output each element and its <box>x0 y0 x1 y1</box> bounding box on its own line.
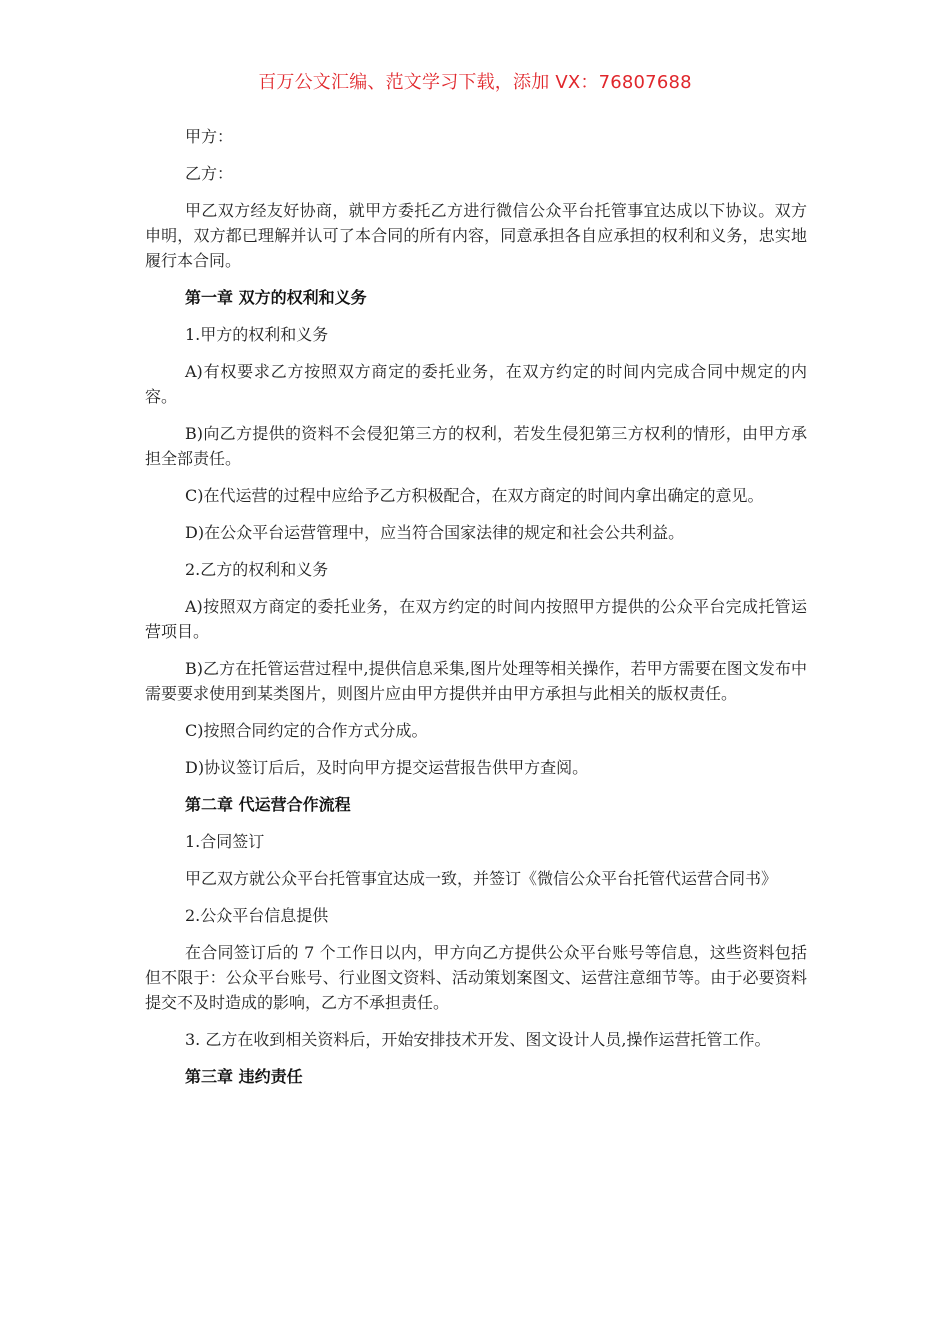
chapter1-section2-title: 2.乙方的权利和义务 <box>185 560 329 579</box>
chapter1-section2-item-a: A)按照双方商定的委托业务，在双方约定的时间内按照甲方提供的公众平台完成托管运营项目。 <box>145 597 807 641</box>
chapter1-section2-item-d: D)协议签订后后，及时向甲方提交运营报告供甲方查阅。 <box>185 758 589 777</box>
chapter2-step3-text: 3. 乙方在收到相关资料后，开始安排技术开发、图文设计人员,操作运营托管工作。 <box>185 1030 771 1049</box>
chapter1-heading: 第一章 双方的权利和义务 <box>185 288 367 307</box>
document-body <box>145 124 807 1101</box>
chapter1-section1-title: 1.甲方的权利和义务 <box>185 325 329 344</box>
party-b-line: 乙方： <box>185 164 234 183</box>
chapter1-section1-item-d: D)在公众平台运营管理中，应当符合国家法律的规定和社会公共利益。 <box>185 523 685 542</box>
chapter2-step1-title: 1.合同签订 <box>185 832 265 851</box>
chapter3-heading: 第三章 违约责任 <box>185 1067 303 1086</box>
chapter1-section2-item-b: B)乙方在托管运营过程中,提供信息采集,图片处理等相关操作，若甲方需要在图文发布中需要要求使用到某类图片，则图片应由甲方提供并由甲方承担与此相关的版权责任。 <box>145 659 807 703</box>
chapter1-section2-item-c: C)按照合同约定的合作方式分成。 <box>185 721 428 740</box>
chapter1-section1-item-a: A)有权要求乙方按照双方商定的委托业务，在双方约定的时间内完成合同中规定的内容。 <box>145 362 807 406</box>
chapter2-step2-text: 在合同签订后的 7 个工作日以内，甲方向乙方提供公众平台账号等信息，这些资料包括但不限于：公众平台账号、行业图文资料、活动策划案图文、运营注意细节等。由于必要资料提交不及时造成的影响，乙方不承担责任。 <box>145 943 807 1012</box>
intro-paragraph: 甲乙双方经友好协商，就甲方委托乙方进行微信公众平台托管事宜达成以下协议。双方申明，双方都已理解并认可了本合同的所有内容，同意承担各自应承担的权利和义务，忠实地履行本合同。 <box>145 201 807 270</box>
chapter1-section1-item-b: B)向乙方提供的资料不会侵犯第三方的权利，若发生侵犯第三方权利的情形，由甲方承担全部责任。 <box>145 424 807 468</box>
chapter1-section1-item-c: C)在代运营的过程中应给予乙方积极配合，在双方商定的时间内拿出确定的意见。 <box>185 486 764 505</box>
chapter2-step2-title: 2.公众平台信息提供 <box>185 906 329 925</box>
party-a-line: 甲方： <box>185 127 234 146</box>
chapter2-heading: 第二章 代运营合作流程 <box>185 795 351 814</box>
chapter2-step1-text: 甲乙双方就公众平台托管事宜达成一致，并签订《微信公众平台托管代运营合同书》 <box>185 869 778 888</box>
watermark-header: 百万公文汇编、范文学习下载，添加 VX：76807688 <box>258 72 692 93</box>
